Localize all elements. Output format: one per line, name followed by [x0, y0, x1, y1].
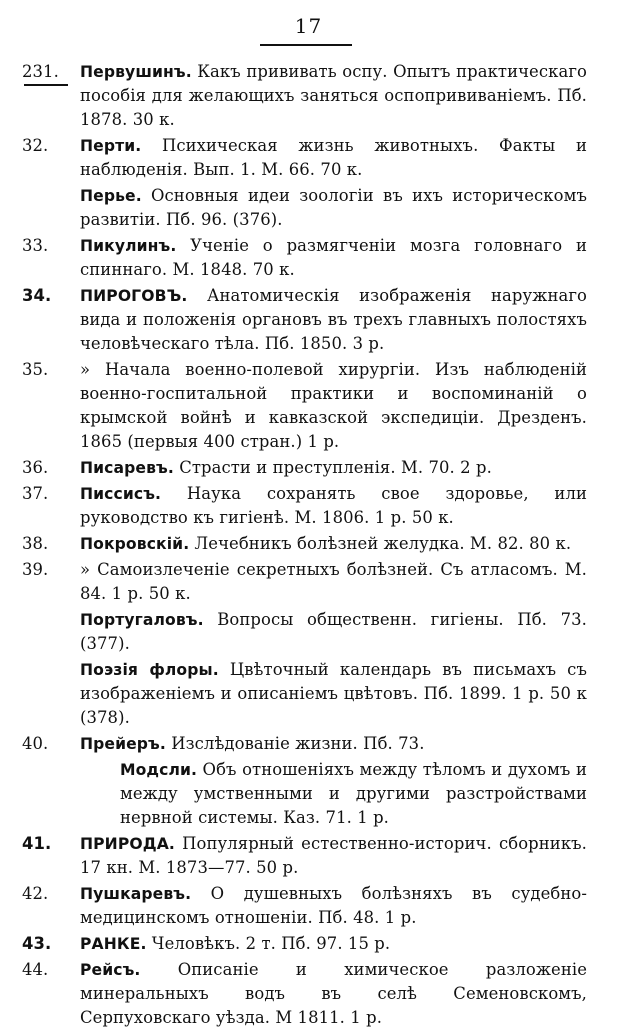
entry-author: Поэзія флоры. — [80, 661, 219, 679]
entry-text — [80, 732, 587, 756]
entry-text — [80, 184, 587, 232]
catalog-entry — [0, 558, 617, 606]
entry-author: Португаловъ. — [80, 611, 204, 629]
entry-author: Перти. — [80, 137, 142, 155]
entry-number: 38. — [22, 534, 49, 553]
entry-author: Рейсъ. — [80, 961, 141, 979]
entry-text — [80, 60, 587, 132]
entry-number: 36. — [22, 458, 49, 477]
entry-number: 39. — [22, 560, 49, 579]
entry-text — [80, 882, 587, 930]
entry-description: Психическая жизнь животныхъ. Факты и наблюденія. Вып. 1. М. 66. 70 к. — [80, 136, 587, 179]
entry-text — [80, 134, 587, 182]
entry-description: Вопросы общественн. гигіены. Пб. 73. (377). — [80, 610, 587, 653]
entry-author: Перье. — [80, 187, 142, 205]
entry-description: О душевныхъ болѣзняхъ въ судебно-медицинскомъ отношеніи. Пб. 48. 1 р. — [80, 884, 587, 927]
entry-text — [80, 658, 587, 730]
entry-description: Страсти и преступленія. М. 70. 2 р. — [173, 458, 492, 477]
entry-text — [80, 532, 587, 556]
entry-text — [80, 482, 587, 530]
catalog-entry — [0, 758, 617, 830]
entry-number: 33. — [22, 236, 49, 255]
entry-number: 35. — [22, 360, 49, 379]
entry-author: Пикулинъ. — [80, 237, 177, 255]
entry-author: ПРИРОДА. — [80, 835, 175, 853]
entry-number: 40. — [22, 734, 49, 753]
catalog-entry — [0, 608, 617, 656]
entry-description: Наука сохранять свое здоровье, или руководство къ гигіенѣ. М. 1806. 1 р. 50 к. — [80, 484, 587, 527]
page-number: 17 — [294, 14, 323, 38]
entry-author: Пушкаревъ. — [80, 885, 192, 903]
catalog-entry — [0, 732, 617, 756]
entry-author: Писаревъ. — [80, 459, 174, 477]
entry-description: Цвѣточный календарь въ письмахъ съ изображеніемъ и описаніемъ цвѣтовъ. Пб. 1899. 1 р. 50 к (378). — [80, 660, 587, 727]
entry-text — [80, 456, 587, 480]
entry-author: Первушинъ. — [80, 63, 192, 81]
catalog-entry — [0, 932, 617, 956]
entry-number: 34. — [22, 286, 52, 305]
entry-text — [120, 758, 587, 830]
entry-description: Человѣкъ. 2 т. Пб. 97. 15 р. — [146, 934, 391, 953]
catalog-entries — [0, 60, 617, 1030]
entry-text — [80, 832, 587, 880]
entry-number: 32. — [22, 136, 49, 155]
ditto-mark: » — [80, 560, 91, 579]
entry-description: Анатомическія изображенія наружнаго вида и положенія органовъ въ трехъ главныхъ полостяхъ человѣческаго тѣла. Пб. 1850. 3 р. — [80, 286, 587, 353]
catalog-entry — [0, 482, 617, 530]
entry-text — [80, 558, 587, 606]
entry-description: Популярный естественно-историч. сборникъ. 17 кн. М. 1873—77. 50 р. — [80, 834, 587, 877]
catalog-entry — [0, 284, 617, 356]
ditto-mark: » — [80, 360, 91, 379]
catalog-entry — [0, 234, 617, 282]
entry-number: 231. — [22, 62, 59, 81]
catalog-entry — [0, 60, 617, 132]
entry-description: Начала военно-полевой хирургіи. Изъ наблюденій военно-госпитальной практики и воспоминаній о крымской войнѣ и кавказской экспедиціи. Дрезденъ. 1865 (первыя 400 стран.) 1 р. — [80, 360, 587, 451]
entry-number: 44. — [22, 960, 49, 979]
catalog-entry — [0, 532, 617, 556]
entry-text — [80, 234, 587, 282]
entry-description: Лечебникъ болѣзней желудка. М. 82. 80 к. — [189, 534, 572, 553]
catalog-entry — [0, 658, 617, 730]
catalog-entry — [0, 184, 617, 232]
entry-author: Прейеръ. — [80, 735, 166, 753]
entry-author: Писсисъ. — [80, 485, 162, 503]
entry-number: 41. — [22, 834, 52, 853]
entry-description: Описаніе и химическое разложеніе минеральныхъ водъ въ селѣ Семеновскомъ, Серпуховскаго уѣзда. М 1811. 1 р. — [80, 960, 587, 1027]
entry-author: Модсли. — [120, 761, 198, 779]
entry-description: Самоизлеченіе секретныхъ болѣзней. Съ атласомъ. М. 84. 1 р. 50 к. — [80, 560, 587, 603]
entry-text — [80, 608, 587, 656]
catalog-entry — [0, 134, 617, 182]
entry-text — [80, 958, 587, 1030]
entry-text — [80, 358, 587, 454]
entry-description: Объ отношеніяхъ между тѣломъ и духомъ и между умственными и другими разстройствами нервной системы. Каз. 71. 1 р. — [120, 760, 587, 827]
entry-description: Изслѣдованіе жизни. Пб. 73. — [165, 734, 425, 753]
entry-text — [80, 284, 587, 356]
catalog-entry — [0, 958, 617, 1030]
entry-author: РАНКЕ. — [80, 935, 147, 953]
entry-description: Основныя идеи зоологіи въ ихъ историческомъ развитіи. Пб. 96. (376). — [80, 186, 587, 229]
entry-author: ПИРОГОВЪ. — [80, 287, 188, 305]
entry-number: 42. — [22, 884, 49, 903]
entry-number: 37. — [22, 484, 49, 503]
catalog-entry — [0, 882, 617, 930]
catalog-entry — [0, 358, 617, 454]
entry-description: Ученіе о размягченіи мозга головнаго и спиннаго. М. 1848. 70 к. — [80, 236, 587, 279]
entry-description: Какъ прививать оспу. Опытъ практическаго пособія для желающихъ заняться оспопрививаніемъ. Пб. 1878. 30 к. — [80, 62, 587, 129]
number-underline — [24, 84, 68, 86]
entry-number: 43. — [22, 934, 52, 953]
entry-text — [80, 932, 587, 956]
header-rule — [260, 44, 352, 46]
entry-author: Покровскій. — [80, 535, 190, 553]
catalog-entry — [0, 456, 617, 480]
catalog-entry — [0, 832, 617, 880]
